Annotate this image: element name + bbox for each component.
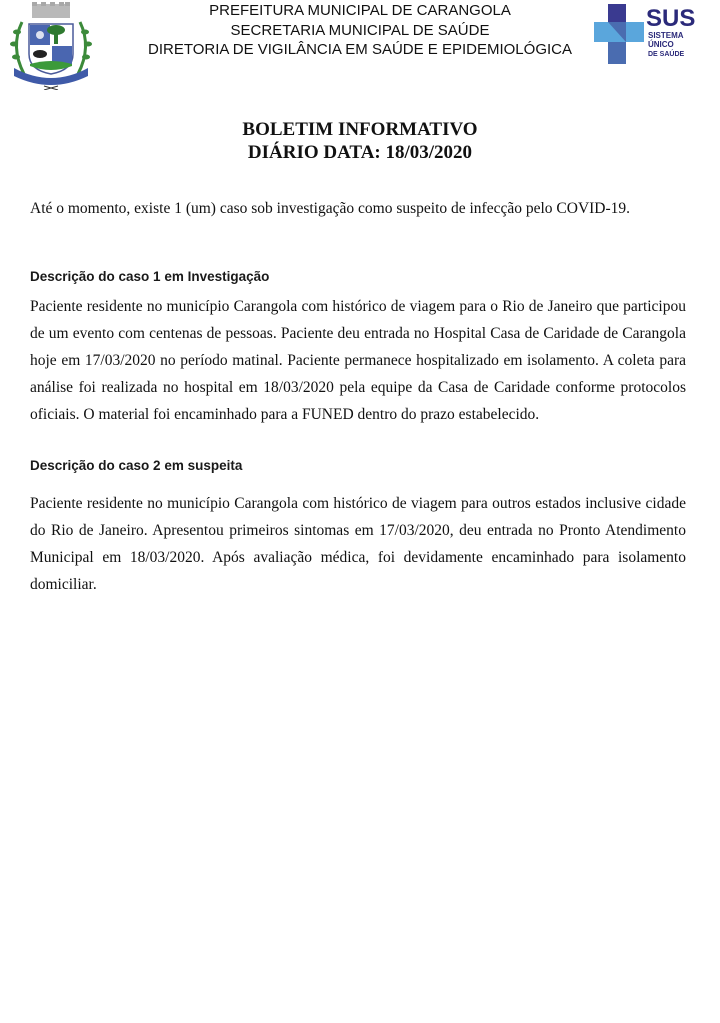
case-2-heading: Descrição do caso 2 em suspeita <box>30 458 243 473</box>
intro-paragraph: Até o momento, existe 1 (um) caso sob investigação como suspeito de infecção pelo COVID-19. <box>30 200 631 217</box>
header-line-diretoria: DIRETORIA DE VIGILÂNCIA EM SAÚDE E EPIDEMIOLÓGICA <box>148 41 572 58</box>
letterhead <box>0 0 720 95</box>
sus-logo-unico: ÚNICO <box>648 40 674 49</box>
sus-logo <box>592 2 696 66</box>
case-1-heading: Descrição do caso 1 em Investigação <box>30 269 270 284</box>
bulletin-date: DIÁRIO DATA: 18/03/2020 <box>247 142 473 163</box>
case-2-description: Paciente residente no município Carangola com histórico de viagem para outros estados inclusive cidade do Rio de Janeiro. Apresentou primeiros sintomas em 17/03/2020, deu entrada no Pronto Atendimento Municipal em 18/03/2020. Após avaliação médica, foi devidamente encaminhado para isolamento domiciliar. <box>30 495 686 593</box>
sus-logo-text: SUS <box>646 5 696 32</box>
sus-logo-sistema: SISTEMA <box>648 31 684 40</box>
header-line-prefeitura: PREFEITURA MUNICIPAL DE CARANGOLA <box>209 2 511 19</box>
bulletin-title-line1: BOLETIM INFORMATIVO <box>242 119 478 140</box>
bulletin-title <box>0 118 720 164</box>
letterhead-text <box>120 1 600 60</box>
header-line-secretaria: SECRETARIA MUNICIPAL DE SAÚDE <box>230 21 490 39</box>
sus-logo-desaude: DE SAÚDE <box>648 51 685 58</box>
municipal-crest-logo <box>2 2 100 90</box>
case-1-description: Paciente residente no município Carangola com histórico de viagem para o Rio de Janeiro que participou de um evento com centenas de pessoas. Paciente deu entrada no Hospital Casa de Caridade de Carangola hoje em 17/03/2020 no período matinal. Paciente permanece hospitalizado em isolamento. A coleta para análise foi realizada no hospital em 18/03/2020 pela equipe da Casa de Caridade conforme protocolos oficiais. O material foi encaminhado para a FUNED dentro do prazo estabelecido. <box>30 298 686 423</box>
